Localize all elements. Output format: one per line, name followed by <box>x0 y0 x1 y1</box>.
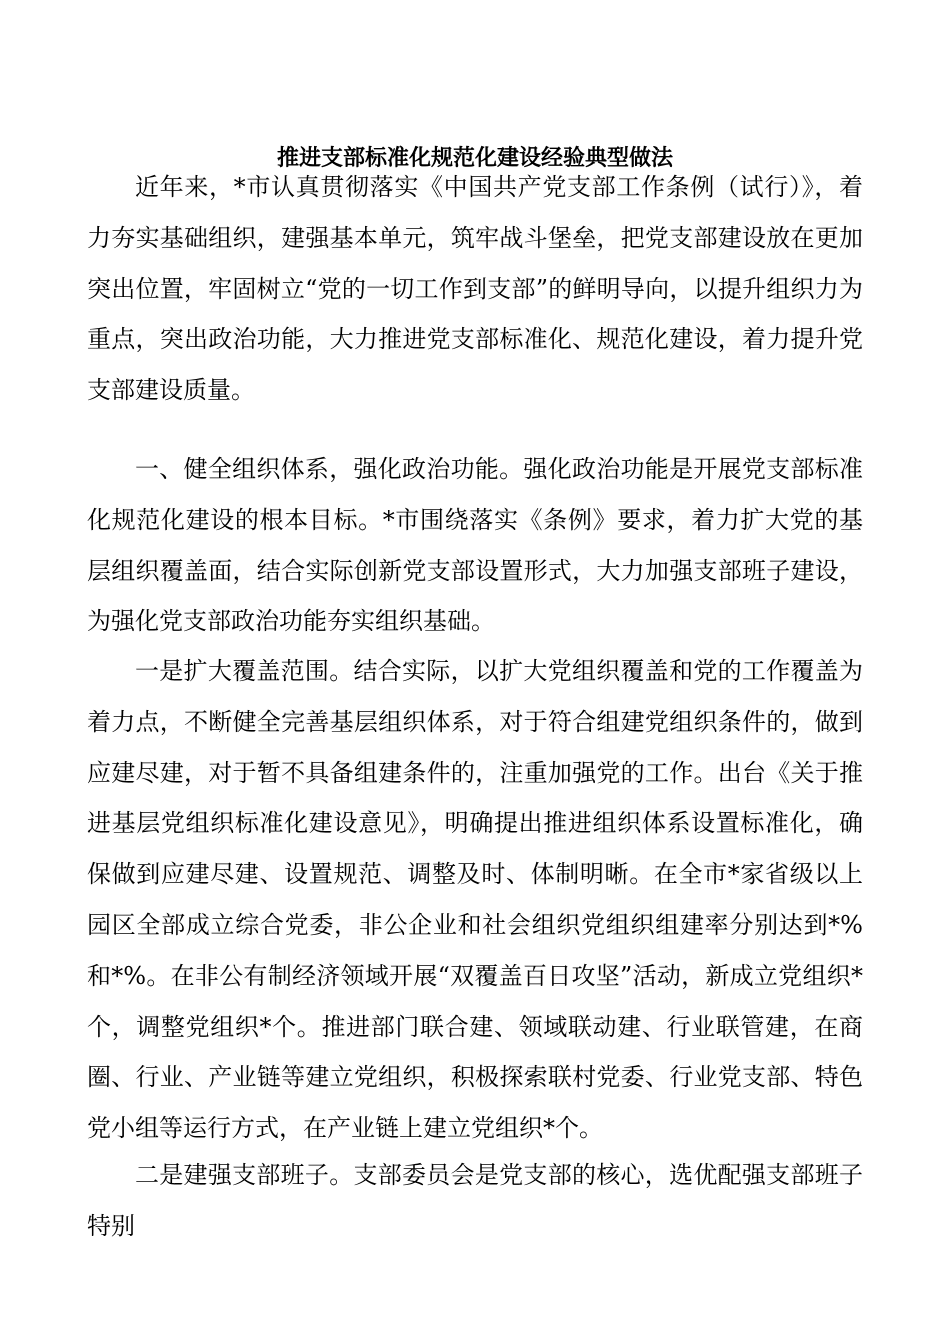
paragraph-point-two: 二是建强支部班子。支部委员会是党支部的核心，选优配强支部班子特别 <box>87 1161 863 1240</box>
paragraph-point-one: 一是扩大覆盖范围。结合实际，以扩大党组织覆盖和党的工作覆盖为着力点，不断健全完善基层组织体系，对于符合组建党组织条件的，做到应建尽建，对于暂不具备组建条件的，注重加强党的工作。出台《关于推进基层党组织标准化建设意见》，明确提出推进组织体系设置标准化，确保做到应建尽建、设置规范、调整及时、体制明晰。在全市*家省级以上园区全部成立综合党委，非公企业和社会组织党组织组建率分别达到*%和*%。在非公有制经济领域开展“双覆盖百日攻坚”活动，新成立党组织*个，调整党组织*个。推进部门联合建、领域联动建、行业联管建，在商圈、行业、产业链等建立党组织，积极探索联村党委、行业党支部、特色党小组等运行方式，在产业链上建立党组织*个。 <box>87 657 863 1143</box>
document-title: 推进支部标准化规范化建设经验典型做法 <box>276 145 673 171</box>
paragraph-intro: 近年来，*市认真贯彻落实《中国共产党支部工作条例（试行）》，着力夯实基础组织，建强基本单元，筑牢战斗堡垒，把党支部建设放在更加突出位置，牢固树立“党的一切工作到支部”的鲜明导向，以提升组织力为重点，突出政治功能，大力推进党支部标准化、规范化建设，着力提升党支部建设质量。 <box>87 173 863 405</box>
paragraph-section-one: 一、健全组织体系，强化政治功能。强化政治功能是开展党支部标准化规范化建设的根本目标。*市围绕落实《条例》要求，着力扩大党的基层组织覆盖面，结合实际创新党支部设置形式，大力加强支部班子建设，为强化党支部政治功能夯实组织基础。 <box>87 455 863 636</box>
